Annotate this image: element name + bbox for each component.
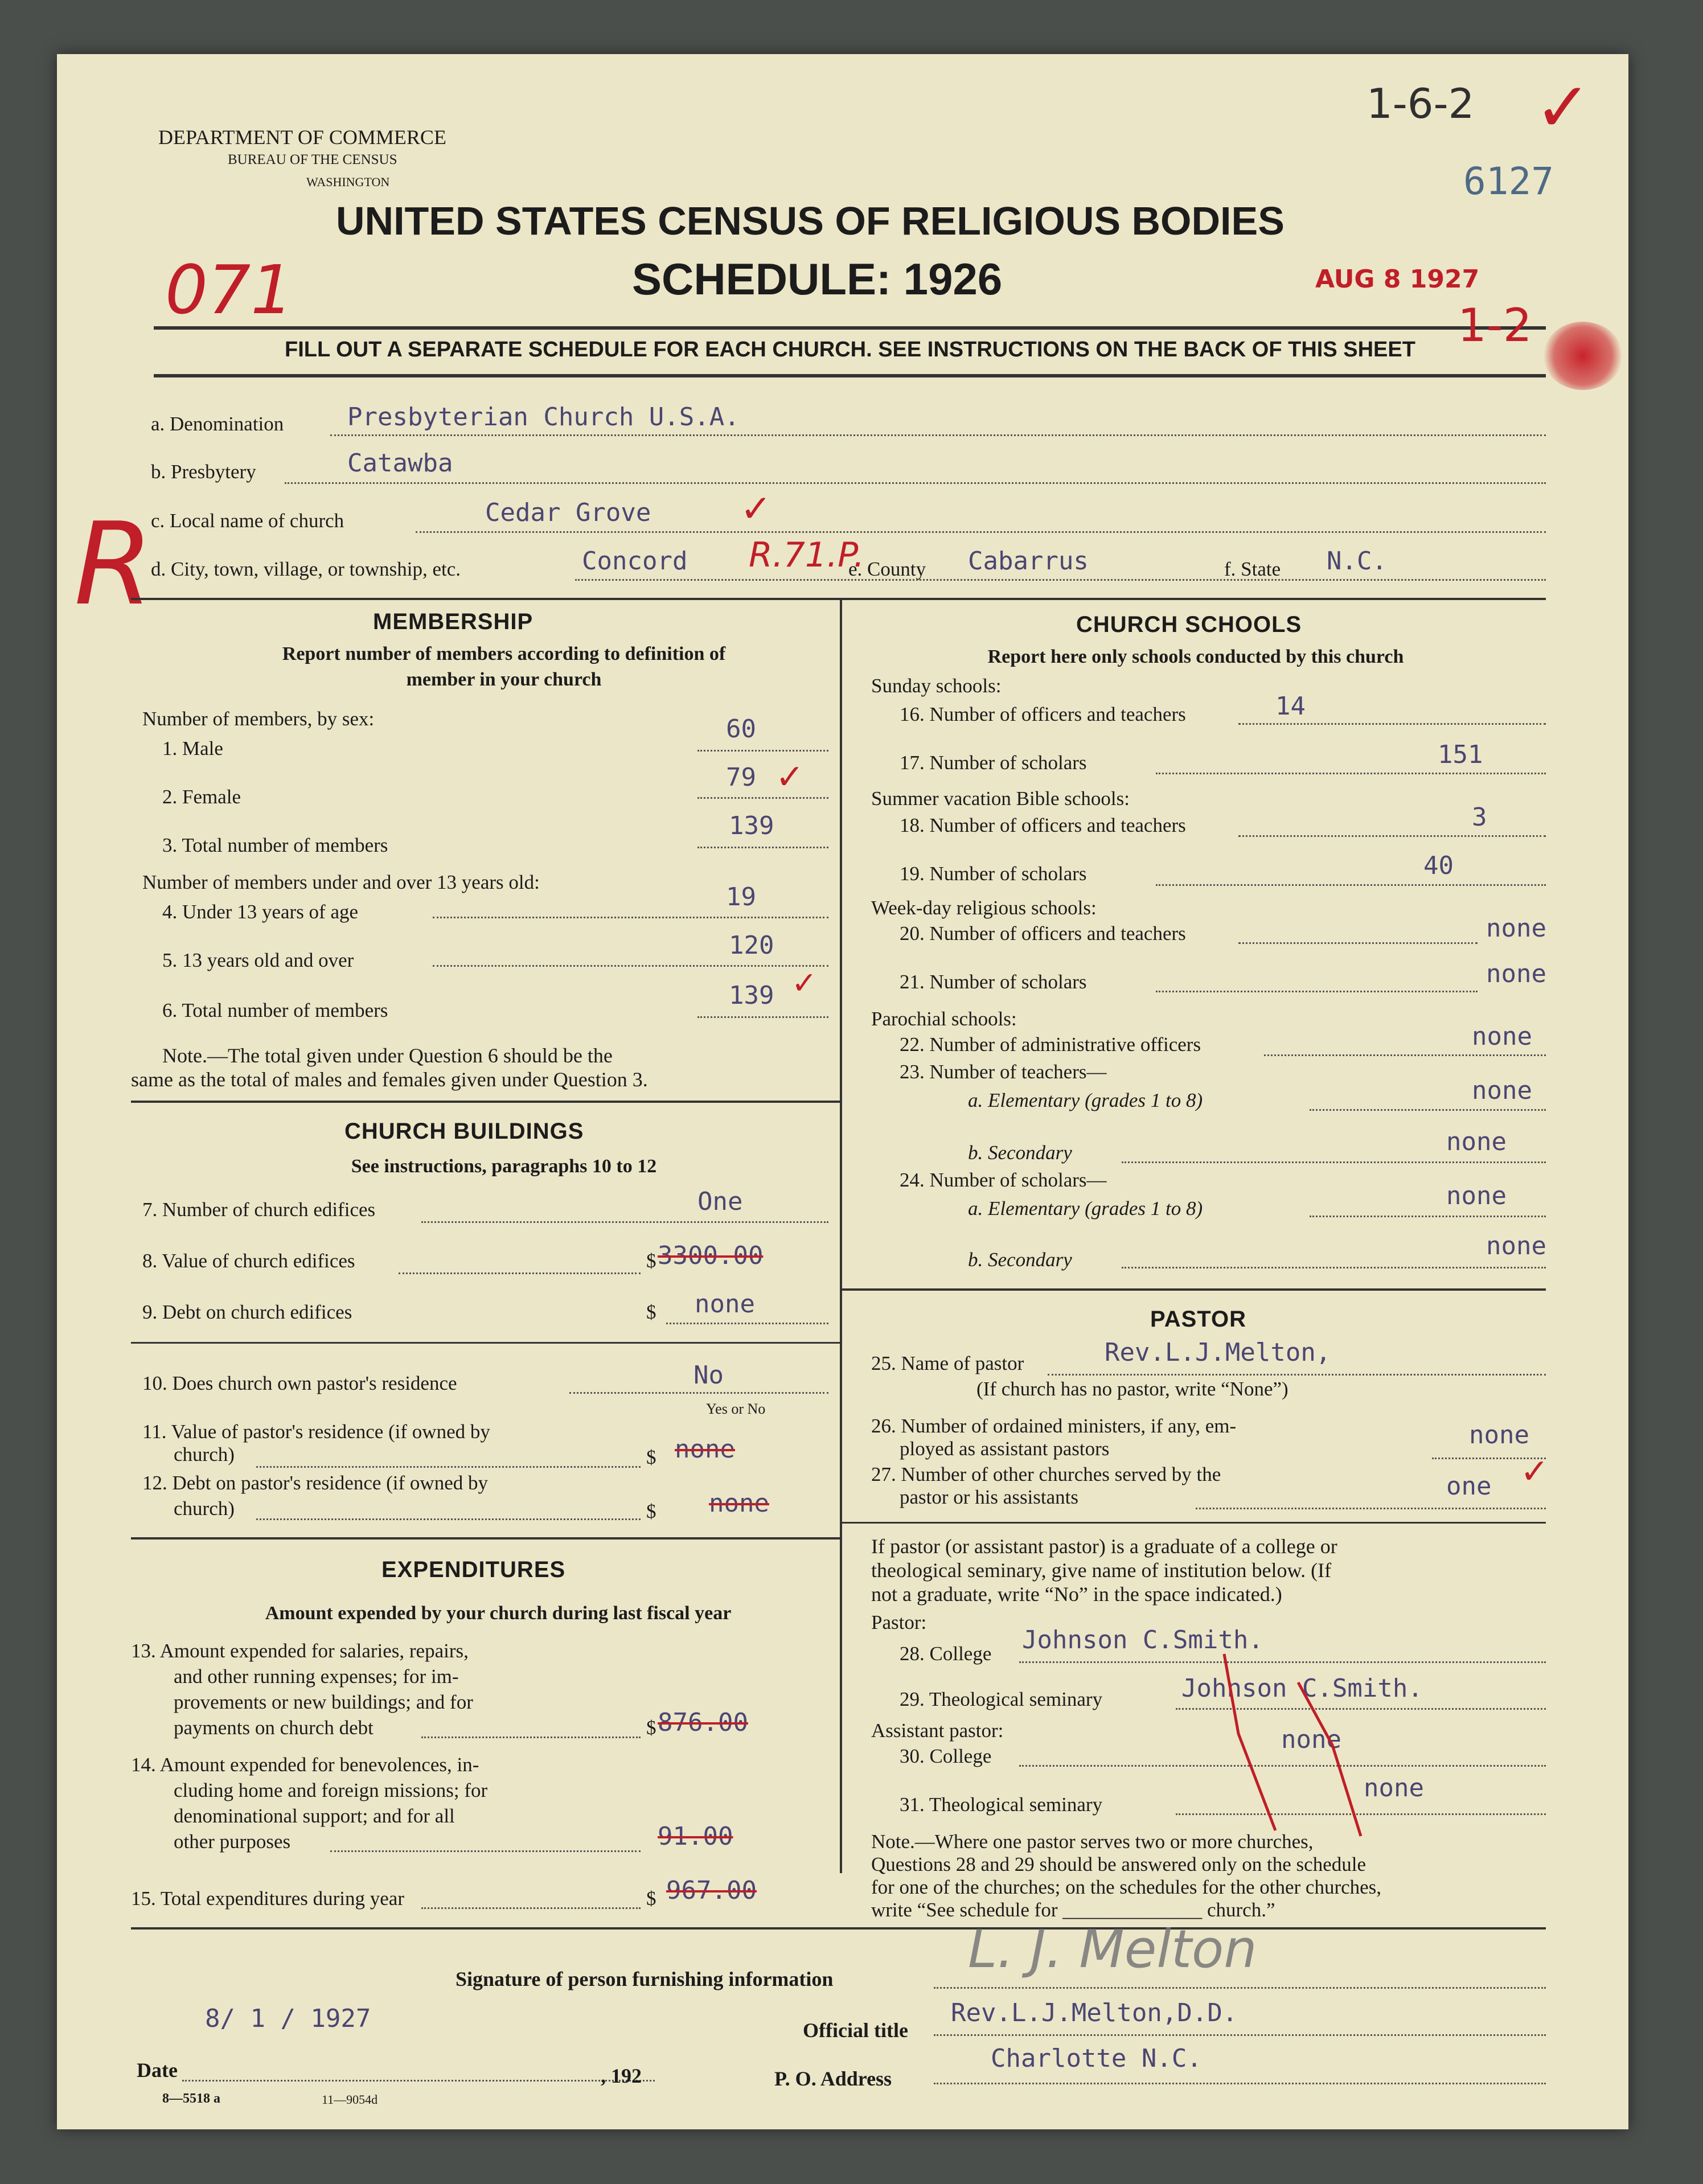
q12-label-b: church) (174, 1497, 235, 1520)
denomination-value[interactable]: Presbyterian Church U.S.A. (347, 403, 740, 432)
q30-label: 30. College (900, 1745, 992, 1767)
q17-label: 17. Number of scholars (900, 752, 1087, 774)
dept-label: DEPARTMENT OF COMMERCE (158, 126, 446, 149)
q13-label-c: provements or new buildings; and for (174, 1691, 473, 1713)
buildings-bottom-rule (131, 1537, 840, 1540)
q23a-label: a. Elementary (grades 1 to 8) (968, 1089, 1203, 1111)
membership-sub2: member in your church (406, 669, 602, 690)
q14-label-a: 14. Amount expended for benevolences, in- (131, 1754, 479, 1776)
q10-label: 10. Does church own pastor's residence (142, 1372, 457, 1394)
q3-line (697, 847, 828, 848)
q22-value[interactable]: none (1472, 1022, 1532, 1051)
parochial-label: Parochial schools: (871, 1008, 1017, 1030)
q13-dollar: $ (646, 1717, 656, 1739)
q9-label: 9. Debt on church edifices (142, 1301, 352, 1323)
q15-value[interactable]: 967.00 (666, 1876, 757, 1905)
print-number: 11—9054d (322, 2092, 378, 2107)
q3-value[interactable]: 139 (729, 811, 774, 840)
date-value[interactable]: 8/ 1 / 1927 (205, 2004, 371, 2033)
expenditures-heading: EXPENDITURES (381, 1557, 566, 1582)
q15-label: 15. Total expenditures during year (131, 1887, 404, 1910)
q8-line (399, 1272, 641, 1274)
city-value[interactable]: Concord (582, 547, 688, 576)
q4-value[interactable]: 19 (726, 882, 756, 912)
po-address-line (934, 2083, 1546, 2084)
red-handwritten-number: 071 (165, 251, 294, 329)
signature: L. J. Melton (968, 1919, 1257, 1980)
date-label: Date (137, 2059, 178, 2082)
q27-label-b: pastor or his assistants (900, 1486, 1079, 1508)
pastor-note1: Note.—Where one pastor serves two or more churches, (871, 1830, 1314, 1853)
q24b-label: b. Secondary (968, 1249, 1072, 1271)
q25-label: 25. Name of pastor (871, 1352, 1024, 1374)
red-check-mark: ✓ (740, 487, 772, 531)
q8-value[interactable]: 3300.00 (658, 1241, 764, 1270)
expenditures-sub: Amount expended by your church during last fiscal year (265, 1603, 732, 1624)
q25-line (1048, 1374, 1546, 1376)
q14-label-d: other purposes (174, 1830, 291, 1853)
official-title-value[interactable]: Rev.L.J.Melton,D.D. (951, 1998, 1238, 2027)
schools-heading: CHURCH SCHOOLS (1076, 612, 1302, 637)
q15-dollar: $ (646, 1887, 656, 1910)
q14-value[interactable]: 91.00 (658, 1822, 733, 1851)
red-r-mark: R (74, 498, 153, 631)
presbytery-line (285, 482, 1546, 484)
header-rule-bottom (154, 374, 1546, 377)
form-number: 8—5518 a (162, 2091, 220, 2106)
membership-note1: Note.—The total given under Question 6 should be the (162, 1044, 613, 1067)
red-check-mark: ✓ (1534, 68, 1592, 147)
q18-value[interactable]: 3 (1472, 803, 1487, 832)
q29-label: 29. Theological seminary (900, 1688, 1103, 1710)
county-value[interactable]: Cabarrus (968, 547, 1089, 576)
q8-label: 8. Value of church edifices (142, 1250, 355, 1272)
year-suffix: , 192 (601, 2064, 642, 2087)
red-handwritten-mark: 1-2 (1458, 299, 1532, 352)
grad-note2: theological seminary, give name of institution below. (If (871, 1559, 1332, 1582)
q1-line (697, 750, 828, 752)
q23a-line (1310, 1109, 1546, 1111)
signature-label: Signature of person furnishing information (455, 1968, 834, 1990)
footer-rule (131, 1927, 1546, 1930)
q16-value[interactable]: 14 (1275, 692, 1306, 721)
form-subtitle: SCHEDULE: 1926 (632, 254, 1003, 304)
red-check-mark: ✓ (791, 965, 818, 1001)
q21-line (1156, 991, 1478, 992)
q26-value[interactable]: none (1469, 1421, 1529, 1450)
q27-line (1196, 1508, 1546, 1509)
q21-label: 21. Number of scholars (900, 971, 1087, 993)
po-address-label: P. O. Address (774, 2067, 892, 2090)
q22-line (1264, 1054, 1546, 1056)
q25-value[interactable]: Rev.L.J.Melton, (1105, 1338, 1331, 1367)
state-label: f. State (1224, 558, 1281, 580)
county-label: e. County (848, 558, 926, 580)
q12-line (256, 1518, 641, 1520)
local-name-value[interactable]: Cedar Grove (485, 498, 651, 527)
q7-line (421, 1221, 828, 1223)
membership-sub1: Report number of members according to definition of (282, 643, 726, 664)
q23-label: 23. Number of teachers— (900, 1061, 1107, 1083)
grad-note1: If pastor (or assistant pastor) is a graduate of a college or (871, 1535, 1337, 1558)
column-divider (840, 598, 842, 1873)
q13-value[interactable]: 876.00 (658, 1708, 748, 1737)
q28-label: 28. College (900, 1643, 992, 1665)
state-value[interactable]: N.C. (1327, 547, 1387, 576)
q9-value[interactable]: none (695, 1290, 755, 1319)
q7-label: 7. Number of church edifices (142, 1198, 376, 1221)
q23b-label: b. Secondary (968, 1142, 1072, 1164)
q24b-line (1122, 1267, 1546, 1268)
q22-label: 22. Number of administrative officers (900, 1033, 1201, 1056)
date-stamp: AUG 8 1927 (1315, 265, 1480, 294)
q24b-value[interactable]: none (1486, 1231, 1546, 1261)
q19-value[interactable]: 40 (1423, 851, 1454, 880)
denomination-label: a. Denomination (151, 413, 284, 435)
q28-value[interactable]: Johnson C.Smith. (1022, 1625, 1263, 1655)
q4-label: 4. Under 13 years of age (162, 901, 359, 923)
q1-label: 1. Male (162, 737, 223, 760)
q10-value[interactable]: No (693, 1361, 724, 1390)
pastor-rule (840, 1522, 1546, 1524)
q15-line (421, 1907, 641, 1909)
q11-line (256, 1466, 641, 1468)
official-title-label: Official title (803, 2019, 908, 2042)
yes-no-hint: Yes or No (706, 1401, 766, 1417)
q13-label-a: 13. Amount expended for salaries, repairs, (131, 1640, 469, 1662)
q21-value[interactable]: none (1486, 959, 1546, 988)
membership-note2: same as the total of males and females given under Question 3. (131, 1068, 648, 1091)
grad-note3: not a graduate, write “No” in the space indicated.) (871, 1583, 1282, 1606)
q24a-line (1310, 1216, 1546, 1217)
buildings-sub: See instructions, paragraphs 10 to 12 (351, 1156, 657, 1177)
q5-value[interactable]: 120 (729, 931, 774, 960)
q5-label: 5. 13 years old and over (162, 949, 354, 971)
q24-label: 24. Number of scholars— (900, 1169, 1107, 1191)
by-sex-label: Number of members, by sex: (142, 708, 375, 730)
q12-dollar: $ (646, 1500, 656, 1522)
q18-line (1238, 835, 1546, 837)
q31-label: 31. Theological seminary (900, 1793, 1103, 1816)
sunday-label: Sunday schools: (871, 675, 1002, 697)
q23b-value[interactable]: none (1446, 1127, 1507, 1156)
q13-label-d: payments on church debt (174, 1717, 374, 1739)
city-label: WASHINGTON (306, 175, 390, 189)
q13-label-b: and other running expenses; for im- (174, 1665, 459, 1688)
presbytery-label: b. Presbytery (151, 461, 256, 483)
q11-label-b: church) (174, 1443, 235, 1465)
pastor-note2: Questions 28 and 29 should be answered only on the schedule (871, 1853, 1366, 1875)
q20-line (1238, 942, 1478, 944)
q27-value[interactable]: one (1446, 1472, 1492, 1501)
q20-label: 20. Number of officers and teachers (900, 922, 1186, 945)
q20-value[interactable]: none (1486, 914, 1546, 943)
q14-label-c: denominational support; and for all (174, 1805, 455, 1827)
bureau-label: BUREAU OF THE CENSUS (228, 152, 397, 167)
q17-line (1156, 773, 1546, 774)
form-instruction: FILL OUT A SEPARATE SCHEDULE FOR EACH CHURCH. SEE INSTRUCTIONS ON THE BACK OF THIS SHEET (285, 338, 1415, 362)
q19-label: 19. Number of scholars (900, 863, 1087, 885)
denomination-line (330, 434, 1546, 436)
q23b-line (1122, 1161, 1546, 1163)
pastor-heading: PASTOR (1150, 1307, 1246, 1332)
red-check-mark: ✓ (775, 757, 805, 797)
q13-line (421, 1736, 641, 1738)
header-rule-top (154, 326, 1546, 330)
schools-sub: Report here only schools conducted by this church (987, 646, 1404, 667)
q30-value[interactable]: none (1281, 1725, 1341, 1754)
q1-value[interactable]: 60 (726, 715, 756, 744)
q23a-value[interactable]: none (1472, 1076, 1532, 1105)
q12-label-a: 12. Debt on pastor's residence (if owned by (142, 1472, 488, 1494)
q14-label-b: cluding home and foreign missions; for (174, 1779, 488, 1801)
q24a-label: a. Elementary (grades 1 to 8) (968, 1197, 1203, 1220)
q14-line (330, 1850, 641, 1852)
presbytery-value[interactable]: Catawba (347, 449, 453, 478)
weekday-label: Week-day religious schools: (871, 897, 1097, 919)
pastor-sublabel: Pastor: (871, 1611, 927, 1633)
local-name-line (416, 531, 1546, 533)
red-check-mark: ✓ (1520, 1452, 1549, 1492)
q25-note: (If church has no pastor, write “None”) (976, 1378, 1288, 1400)
q2-line (697, 797, 828, 799)
q8-dollar: $ (646, 1250, 656, 1272)
q19-line (1156, 884, 1546, 886)
q31-value[interactable]: none (1364, 1774, 1424, 1803)
date-line (182, 2080, 655, 2082)
q16-line (1238, 723, 1546, 725)
q6-label: 6. Total number of members (162, 999, 388, 1021)
pastor-note4: write “See schedule for ______________ church.” (871, 1899, 1275, 1921)
q2-value[interactable]: 79 (726, 763, 756, 792)
membership-heading: MEMBERSHIP (373, 609, 534, 634)
q29-value[interactable]: Johnson C.Smith. (1181, 1674, 1423, 1703)
q10-line (569, 1392, 828, 1394)
membership-rule (131, 1101, 840, 1103)
q3-label: 3. Total number of members (162, 834, 388, 856)
section-rule (131, 598, 1546, 600)
q26-label-a: 26. Number of ordained ministers, if any, em- (871, 1415, 1237, 1437)
summer-label: Summer vacation Bible schools: (871, 787, 1130, 810)
red-pencil-strokes (1184, 1648, 1423, 1842)
q24a-value[interactable]: none (1446, 1181, 1507, 1210)
asst-pastor-sublabel: Assistant pastor: (871, 1719, 1004, 1742)
census-schedule-sheet (57, 54, 1628, 2129)
signature-line (934, 1987, 1546, 1989)
q11-dollar: $ (646, 1446, 656, 1468)
form-title: UNITED STATES CENSUS OF RELIGIOUS BODIES (336, 199, 1285, 243)
q11-label-a: 11. Value of pastor's residence (if owned by (142, 1421, 490, 1443)
q6-line (697, 1016, 828, 1018)
q12-value[interactable]: none (709, 1489, 769, 1518)
q17-value[interactable]: 151 (1438, 740, 1483, 769)
q9-dollar: $ (646, 1301, 656, 1323)
po-address-value[interactable]: Charlotte N.C. (991, 2044, 1202, 2073)
buildings-heading: CHURCH BUILDINGS (344, 1119, 584, 1144)
q7-value[interactable]: One (697, 1187, 743, 1216)
q6-value[interactable]: 139 (729, 981, 774, 1010)
buildings-rule (131, 1342, 840, 1344)
q11-value[interactable]: none (675, 1435, 735, 1464)
q4-line (433, 917, 828, 918)
schools-rule (840, 1288, 1546, 1291)
q9-line (666, 1323, 828, 1324)
red-rf-mark: R.71.P. (749, 535, 865, 575)
q27-label-a: 27. Number of other churches served by the (871, 1463, 1221, 1485)
local-name-label: c. Local name of church (151, 510, 344, 532)
by-age-label: Number of members under and over 13 years old: (142, 871, 540, 893)
q16-label: 16. Number of officers and teachers (900, 703, 1186, 725)
q5-line (433, 965, 828, 967)
city-line (575, 579, 1546, 581)
q26-label-b: ployed as assistant pastors (900, 1438, 1110, 1460)
city-label-field: d. City, town, village, or township, etc. (151, 558, 461, 580)
annotation-top-right: 1-6-2 (1366, 80, 1475, 128)
q2-label: 2. Female (162, 786, 241, 808)
number-stamp: 6127 (1463, 159, 1554, 203)
red-wax-seal (1543, 322, 1623, 390)
pastor-note3: for one of the churches; on the schedules for the other churches, (871, 1876, 1382, 1898)
q18-label: 18. Number of officers and teachers (900, 814, 1186, 836)
official-title-line (934, 2034, 1546, 2036)
